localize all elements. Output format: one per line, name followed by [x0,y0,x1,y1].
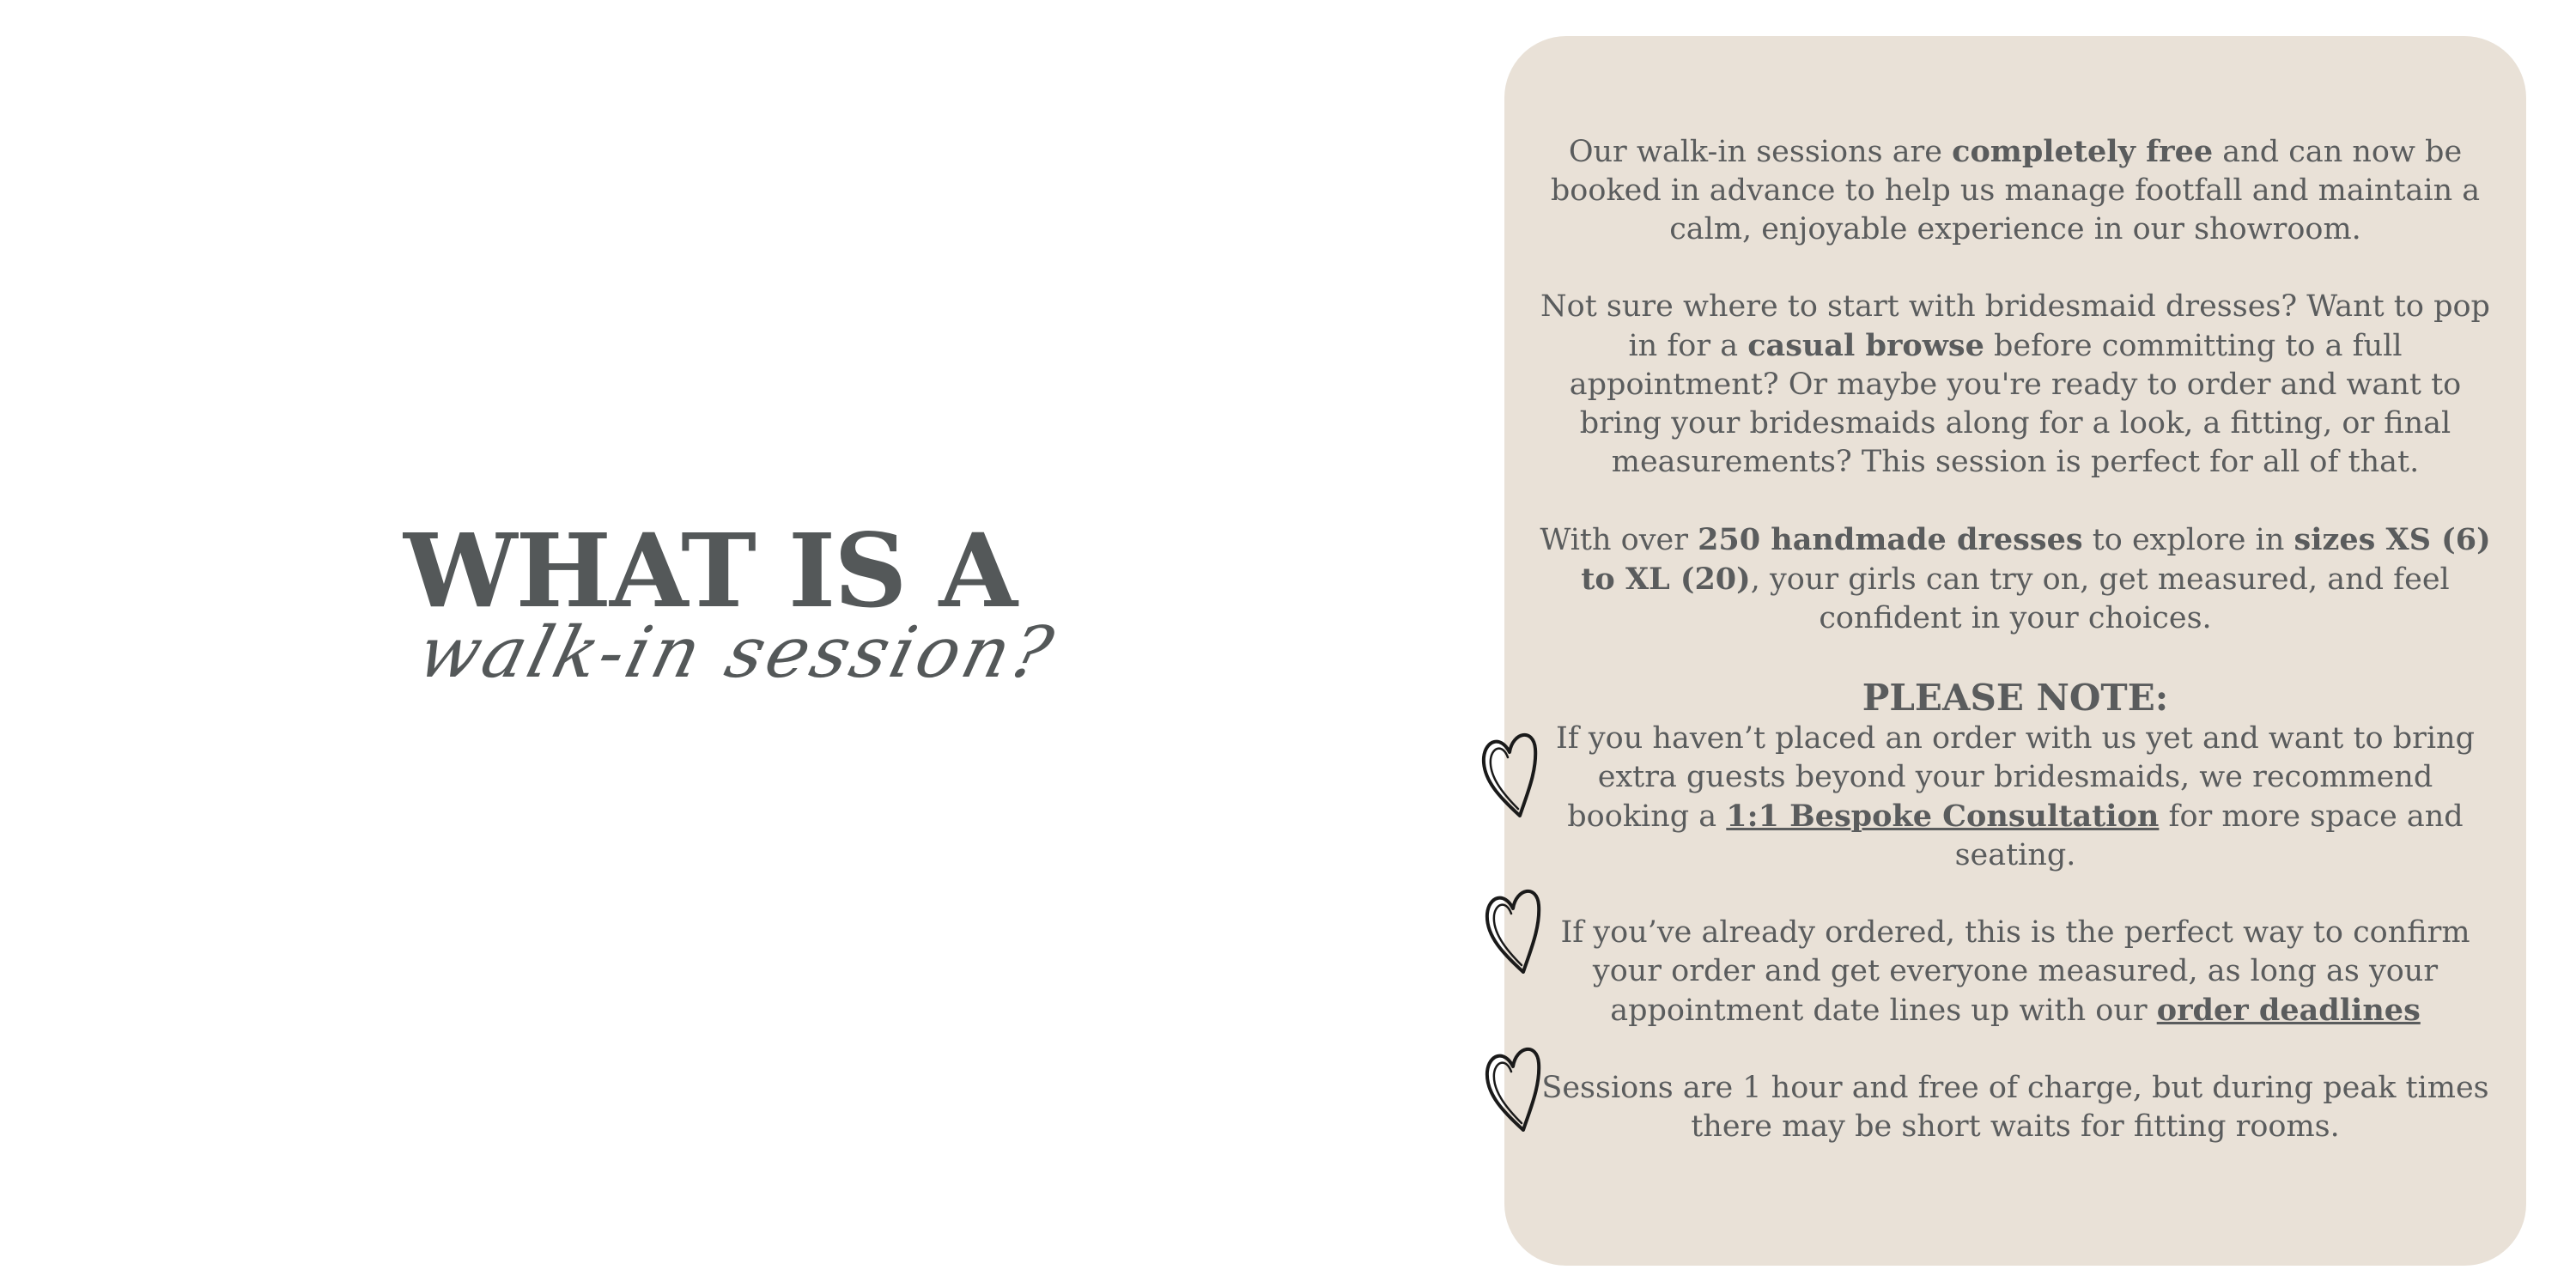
note-item-1 [1539,720,2492,875]
intro-text-rest: and can now be booked in advance to help us manage footfall and maintain a calm, enjoyable experience in our showroom. [1550,135,2481,246]
intro-bold: completely free [1952,134,2214,169]
info-card-content [1539,132,2492,1185]
heart-icon [1475,720,1544,823]
note-item-3 [1539,1069,2492,1146]
browse-bold: casual browse [1747,328,1984,363]
intro-paragraph [1539,132,2492,249]
browse-text: Not sure where to start with bridesmaid dresses? Want to pop in for a [1540,289,2490,363]
heading-block [404,511,1091,694]
dresses-count-bold: 250 handmade dresses [1698,522,2083,557]
dresses-text: With over [1540,523,1698,557]
order-deadlines-link[interactable]: order deadlines [2156,993,2421,1028]
heart-icon [1479,1034,1547,1137]
heart-icon [1479,876,1547,979]
note-1-text: If you haven’t placed an order with us yet and want to bring extra guests beyond your bridesmaids, we recommend booking a [1555,721,2475,834]
note-1-text-rest: for more space and seating. [1954,799,2464,872]
bespoke-consultation-link[interactable]: 1:1 Bespoke Consultation [1726,799,2160,834]
browse-paragraph [1539,288,2492,482]
page-title: WHAT IS A [404,511,1017,630]
info-card [1504,36,2526,1266]
intro-text: Our walk-in sessions are [1568,135,1953,169]
note-item-2 [1539,914,2492,1030]
note-title: PLEASE NOTE: [1862,677,2169,719]
dresses-paragraph [1539,520,2492,638]
dresses-text-rest: , your girls can try on, get measured, and feel confident in your choices. [1750,562,2450,635]
browse-text-rest: before committing to a full appointment? Or maybe you're ready to order and want to bring your bridesmaids along for a look, a fitting, or final measurements? This session is perfect for all of that. [1569,329,2462,479]
note-2-text: If you’ve already ordered, this is the perfect way to confirm your order and get everyone measured, as long as your appointment date lines up with our [1560,915,2470,1028]
note-3-text: Sessions are 1 hour and free of charge, but during peak times there may be short waits for fitting rooms. [1541,1071,2489,1144]
sizes-bold: sizes XS (6) to XL (20) [1581,522,2491,597]
page-subtitle-script: walk-in session? [410,612,1064,694]
dresses-text-middle: to explore in [2082,523,2294,557]
